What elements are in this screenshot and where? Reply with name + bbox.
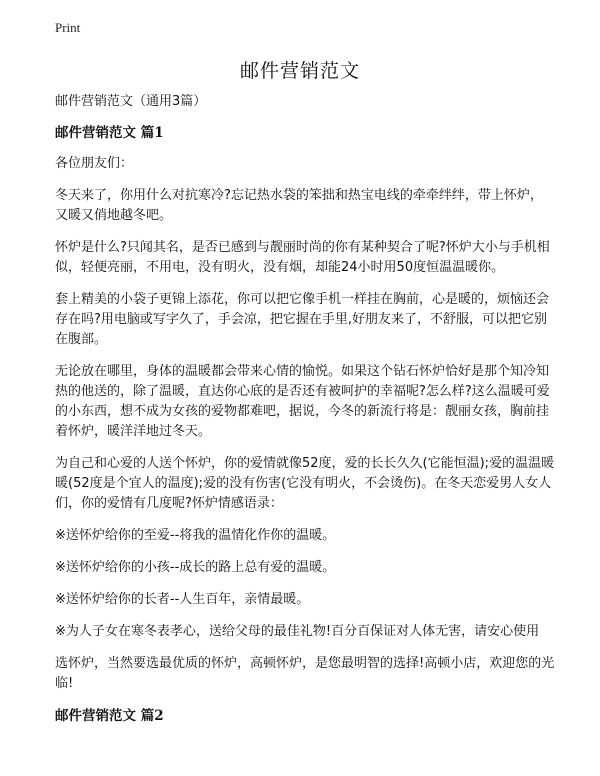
- quote-item-2: ※送怀炉给你的小孩--成长的路上总有爱的温暖。: [55, 560, 336, 575]
- paragraph-closing: 选怀炉，当然要选最优质的怀炉，高顿怀炉，是您最明智的选择!高顿小店，欢迎您的光临!: [55, 656, 555, 691]
- paragraph-warmth: 无论放在哪里，身体的温暖都会带来心情的愉悦。如果这个钻石怀炉恰好是那个知冷知热的他送的，除了温暖，直达你心底的是否还有被呵护的幸福呢?怎么样?这么温暖可爱的小东西，想不成为女孩的爱物都难吧，据说，今冬的新流行将是：靓丽女孩，胸前挂着怀炉，暖洋洋地过冬天。: [55, 364, 550, 439]
- document-body: [55, 92, 555, 737]
- section-heading-2: 邮件营销范文 篇2: [55, 708, 164, 724]
- paragraph-intro: 冬天来了，你用什么对抗寒冷?忘记热水袋的笨拙和热宝电线的牵牵绊绊，带上怀炉，又暖又俏地越冬吧。: [55, 188, 543, 223]
- quote-item-4: ※为人子女在寒冬表孝心，送给父母的最佳礼物!百分百保证对人体无害，请安心使用: [55, 624, 540, 639]
- document-title: 邮件营销范文: [239, 60, 360, 82]
- paragraph-greeting: 各位朋友们：: [55, 156, 134, 171]
- quote-item-3: ※送怀炉给你的长者--人生百年，亲情最暖。: [55, 592, 310, 607]
- paragraph-love: 为自己和心爱的人送个怀炉，你的爱情就像52度，爱的长长久久(它能恒温);爱的温温暖暖(52度是个宜人的温度);爱的没有伤害(它没有明火，不会烫伤)。在冬天恋爱男人女人们，你的爱情有几度呢?怀炉情感语录：: [55, 456, 555, 511]
- document-subtitle: 邮件营销范文（通用3篇）: [55, 94, 207, 109]
- quote-item-1: ※送怀炉给你的至爱--将我的温情化作你的温暖。: [55, 528, 336, 543]
- section-heading-1: 邮件营销范文 篇1: [55, 125, 164, 141]
- paragraph-what-is: 怀炉是什么?只闻其名，是否已感到与靓丽时尚的你有某种契合了呢?怀炉大小与手机相似，轻便亮丽，不用电，没有明火，没有烟，却能24小时用50度恒温温暖你。: [55, 240, 550, 275]
- paragraph-usage: 套上精美的小袋子更锦上添花，你可以把它像手机一样挂在胸前，心是暖的，烦恼还会存在吗?用电脑或写字久了，手会凉，把它握在手里,好朋友来了，不舒服，可以把它别在腹部。: [55, 292, 550, 347]
- print-link[interactable]: Print: [55, 20, 81, 35]
